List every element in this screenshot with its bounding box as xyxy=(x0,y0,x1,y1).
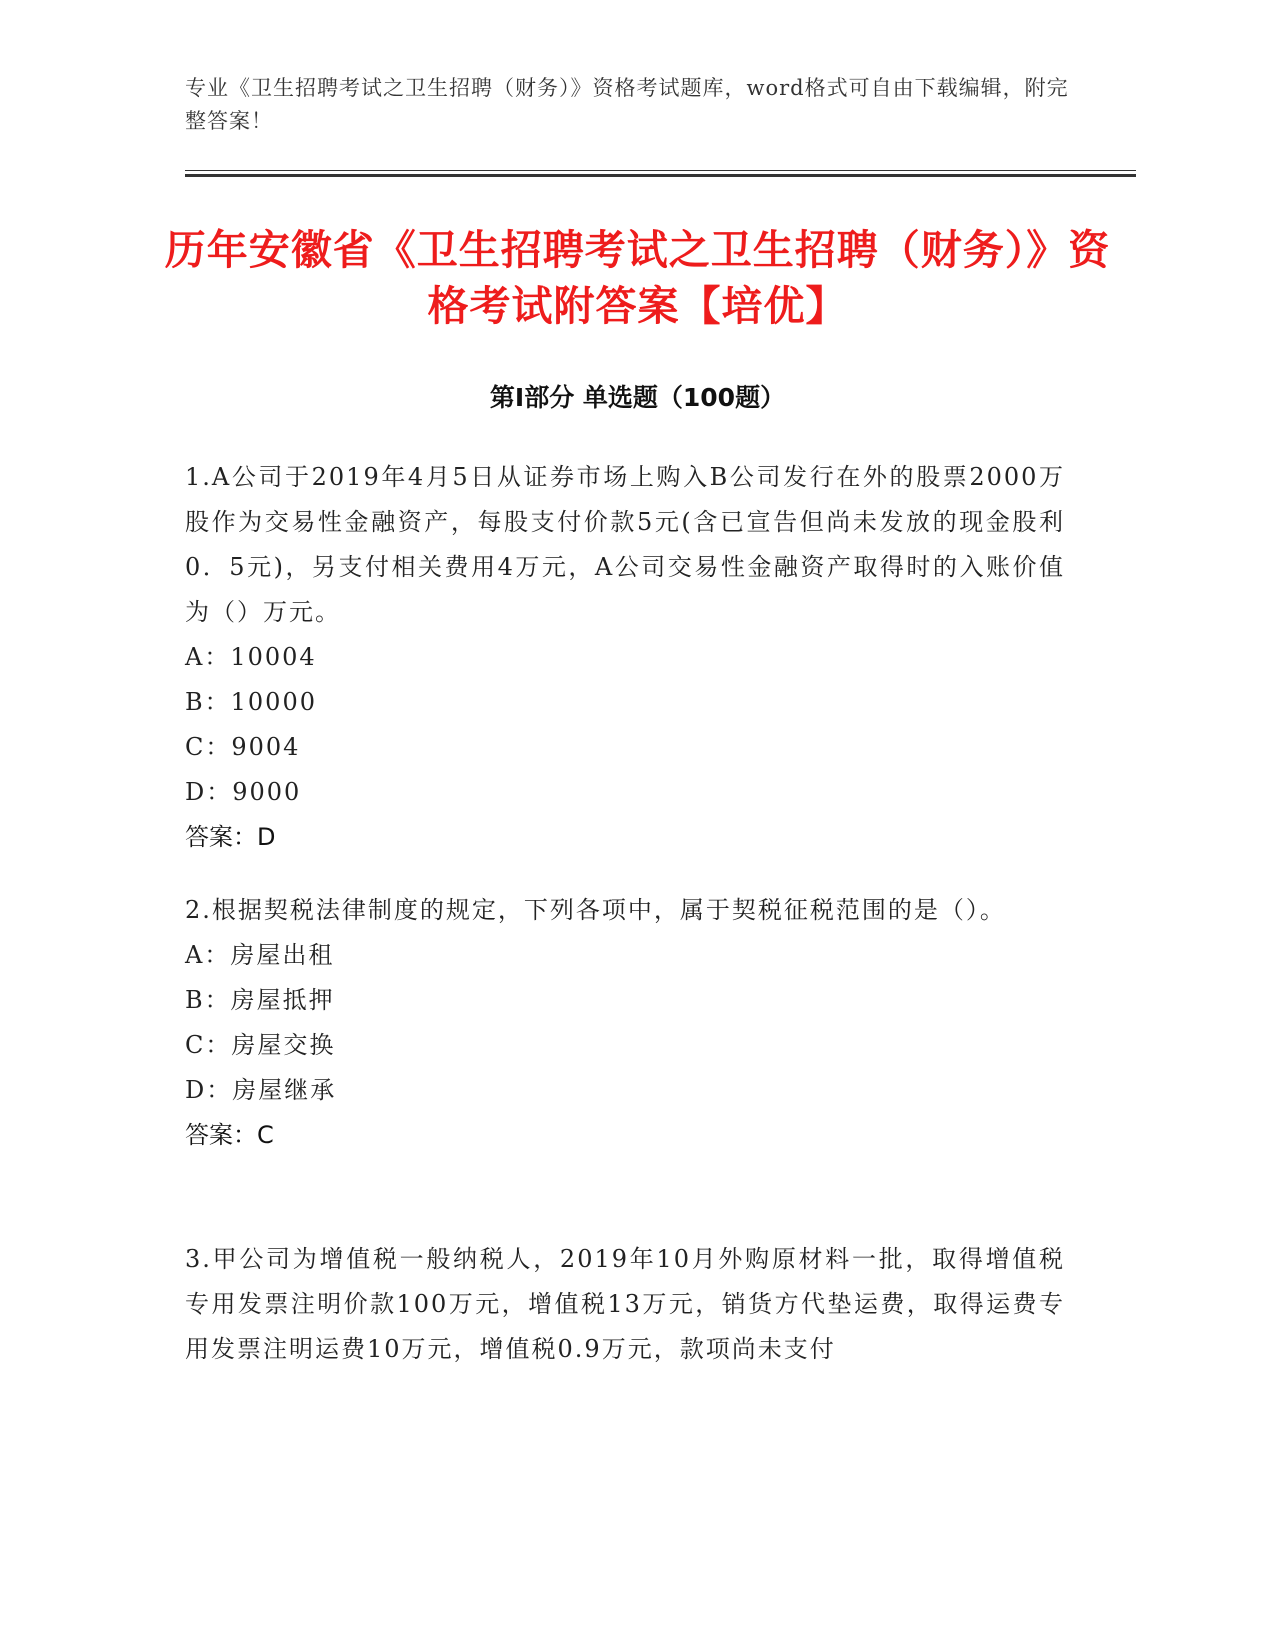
question-1 xyxy=(185,455,1065,860)
answer: 答案：D xyxy=(185,823,276,851)
option-c: C：房屋交换 xyxy=(185,1031,336,1059)
question-stem: 2.根据契税法律制度的规定，下列各项中，属于契税征税范围的是（）。 xyxy=(185,896,1006,924)
option-a: A：10004 xyxy=(185,643,317,671)
option-b: B：房屋抵押 xyxy=(185,986,335,1014)
question-3 xyxy=(185,1237,1065,1372)
header-divider-thin xyxy=(185,170,1136,171)
section-heading: 第Ⅰ部分 单选题（100题） xyxy=(489,383,786,412)
question-2 xyxy=(185,888,1065,1158)
header-divider-thick xyxy=(185,174,1136,177)
option-b: B：10000 xyxy=(185,688,317,716)
option-c: C：9004 xyxy=(185,733,301,761)
header-note: 专业《卫生招聘考试之卫生招聘（财务）》资格考试题库，word格式可自由下载编辑，附完整答案！ xyxy=(185,76,1069,133)
option-d: D：房屋继承 xyxy=(185,1076,337,1104)
question-stem: 3.甲公司为增值税一般纳税人，2019年10月外购原材料一批，取得增值税专用发票注明价款100万元，增值税13万元，销货方代垫运费，取得运费专用发票注明运费10万元，增值税0.9万元，款项尚未支付 xyxy=(185,1245,1065,1363)
option-d: D：9000 xyxy=(185,778,302,806)
question-stem: 1.A公司于2019年4月5日从证券市场上购入B公司发行在外的股票2000万股作为交易性金融资产，每股支付价款5元(含已宣告但尚未发放的现金股利0．5元)，另支付相关费用4万元，A公司交易性金融资产取得时的入账价值为（）万元。 xyxy=(185,463,1065,626)
option-a: A：房屋出租 xyxy=(185,941,335,969)
document-title: 历年安徽省《卫生招聘考试之卫生招聘（财务）》资格考试附答案【培优】 xyxy=(164,226,1111,330)
answer: 答案：C xyxy=(185,1121,274,1149)
